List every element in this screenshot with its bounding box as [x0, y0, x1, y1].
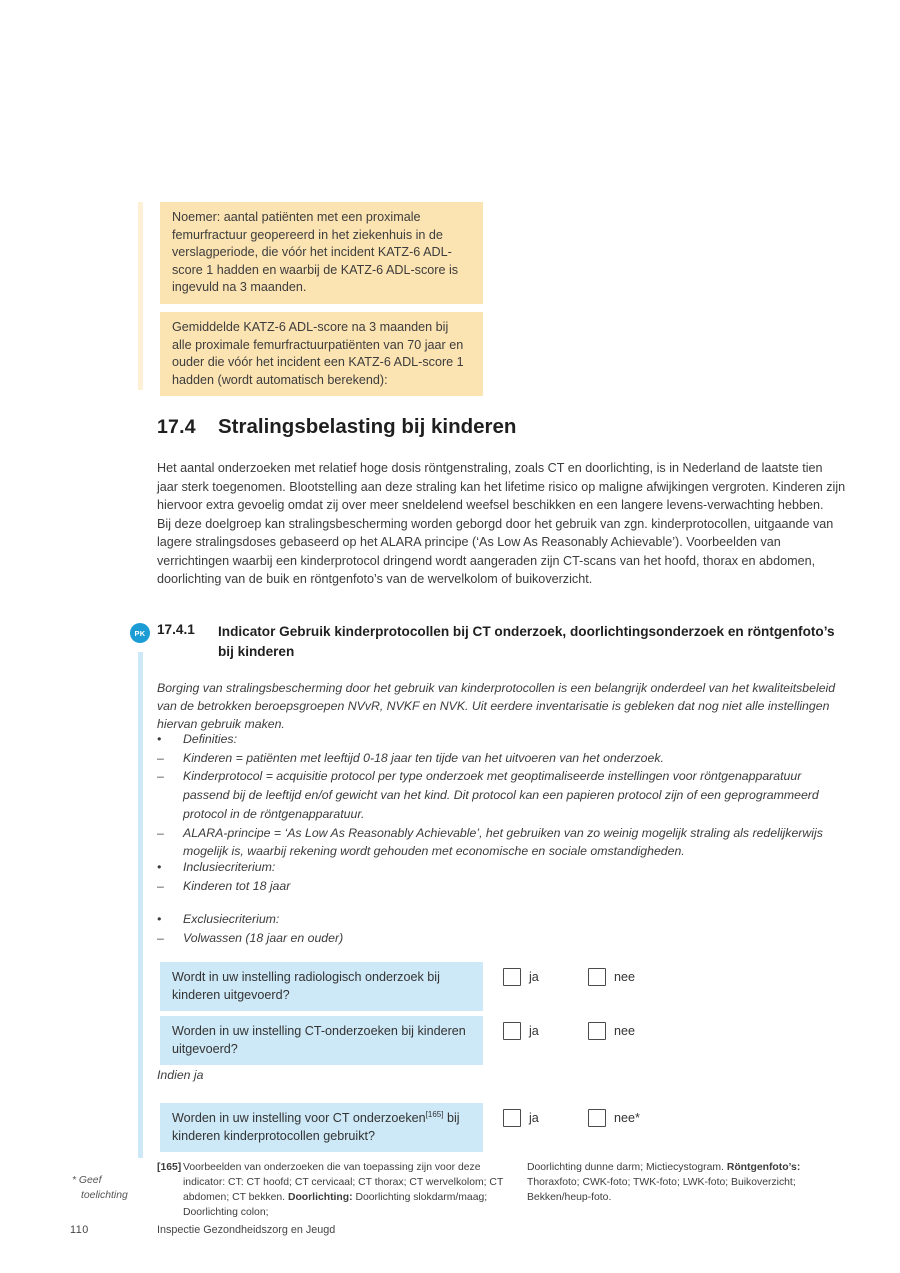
checkbox-nee[interactable]	[588, 1022, 606, 1040]
question-text: bij kinderen kinderprotocollen gebruikt?	[172, 1111, 460, 1143]
list-item	[157, 767, 849, 823]
footnote-text	[183, 1160, 507, 1220]
footnote-text-part: Voorbeelden van onderzoeken die van toepassing zijn voor deze indicator: CT: CT hoofd; CT cervicaal; CT thorax; CT wervelkolom; CT abdomen; CT bekken.	[183, 1162, 504, 1203]
inclusie-list	[157, 858, 849, 895]
footnote-left-column	[157, 1160, 507, 1220]
bullet-marker: •	[157, 860, 162, 874]
list-item	[157, 877, 849, 896]
bullet-marker: •	[157, 912, 162, 926]
dash-marker: –	[157, 769, 164, 784]
option-nee	[588, 968, 635, 986]
subsection-heading	[157, 622, 847, 661]
exclusie-header: Exclusiecriterium:	[183, 912, 280, 926]
checkbox-ja[interactable]	[503, 1109, 521, 1127]
definitie-kinderen: Kinderen = patiënten met leeftijd 0-18 jaar ten tijde van het uitvoeren van het onderzoek.	[183, 750, 664, 765]
paragraph-radiation-increase: Het aantal onderzoeken met relatief hoge dosis röntgenstraling, zoals CT en doorlichting, is in Nederland de laatste tien jaar sterk toegenomen. Blootstelling aan deze straling kan het lifetime risico op maligne afwijkingen vergroten. Kinderen zijn hiervoor extra gevoelig omdat zij over meer sneldelend weefsel beschikken en een langere levens-verwachting hebben.	[157, 461, 846, 512]
callout-accent-bar	[138, 202, 143, 390]
question-box-ct-onderzoeken	[160, 1016, 483, 1065]
option-ja	[503, 1109, 539, 1127]
list-item	[157, 730, 849, 749]
page-number: 110	[70, 1224, 89, 1236]
option-label-nee: nee*	[614, 1111, 640, 1125]
margin-note-line: toelichting	[81, 1190, 128, 1201]
margin-note-line: * Geef	[72, 1175, 102, 1186]
bullet-marker: •	[157, 732, 162, 746]
question-text: Worden in uw instelling CT-onderzoeken bij kinderen uitgevoerd?	[172, 1024, 466, 1056]
section-number: 17.4	[157, 416, 196, 438]
footnote-right-column	[527, 1160, 845, 1205]
checkbox-nee[interactable]	[588, 968, 606, 986]
paragraph-kinderprotocollen: Bij deze doelgroep kan stralingsbescherming worden geborgd door het gebruik van zgn. kinderprotocollen, uitgaande van lagere stralingsdoses gebaseerd op het ALARA principe (‘As Low As Reasonably Achievable’). Voorbeelden van verrichtingen waarbij een kinderprotocol dringend wordt aangeraden zijn CT-scans van het hoofd, thorax en abdomen, doorlichting van de buik en röntgenfoto’s van de wervelkolom of buikoverzicht.	[157, 516, 834, 586]
question-box-radiologisch	[160, 962, 483, 1011]
question-text: Wordt in uw instelling radiologisch onderzoek bij kinderen uitgevoerd?	[172, 970, 440, 1002]
footnote-marker: [165]	[157, 1162, 182, 1173]
subsection-accent-bar	[138, 652, 143, 1158]
option-label-nee: nee	[614, 1024, 636, 1038]
exclusie-list	[157, 910, 849, 947]
indicator-intro: Borging van stralingsbescherming door het gebruik van kinderprotocollen is een belangrijk onderdeel van het kwaliteitsbeleid van de betrokken beroepsgroepen NVvR, NVKF en NVK. Uit eerdere inventarisatie is gebleken dat nog niet alle instellingen hiervan gebruik maken.	[157, 681, 836, 731]
checkbox-ja[interactable]	[503, 968, 521, 986]
option-label-nee: nee	[614, 970, 636, 984]
conditional-label: Indien ja	[157, 1068, 204, 1082]
list-item	[157, 910, 849, 929]
footnote-text-part: Doorlichting slokdarm/maag; Doorlichting colon;	[183, 1192, 488, 1218]
checkbox-nee[interactable]	[588, 1109, 606, 1127]
footnote-text-part: Thoraxfoto; CWK-foto; TWK-foto; LWK-foto; Buikoverzicht; Bekken/heup-foto.	[527, 1177, 796, 1203]
definitie-kinderprotocol: Kinderprotocol = acquisitie protocol per type onderzoek met geoptimaliseerde instellingen voor röntgenapparatuur passend bij de leeftijd en/of gewicht van het kind. Dit protocol kan een papieren protocol zijn of een geprogrammeerd protocol in de röntgenapparatuur.	[183, 769, 819, 821]
pk-badge-icon: PK	[130, 623, 150, 643]
definities-header: Definities:	[183, 732, 237, 746]
inclusie-item: Kinderen tot 18 jaar	[183, 878, 291, 893]
inclusie-header: Inclusiecriterium:	[183, 860, 276, 874]
footnote-bold-label: Doorlichting:	[287, 1192, 353, 1203]
option-label-ja: ja	[529, 1024, 539, 1038]
definities-list	[157, 730, 849, 861]
question-text: Worden in uw instelling voor CT onderzoeken	[172, 1111, 426, 1125]
option-ja	[503, 1022, 539, 1040]
dash-marker: –	[157, 878, 164, 893]
dash-marker: –	[157, 825, 164, 840]
footnote-text-part: Doorlichting dunne darm; Mictiecystogram.	[527, 1162, 727, 1173]
footnote-ref: [165]	[425, 1109, 444, 1119]
dash-marker: –	[157, 750, 164, 765]
option-label-ja: ja	[529, 970, 539, 984]
option-nee	[588, 1109, 640, 1127]
section-title: Stralingsbelasting bij kinderen	[218, 415, 517, 438]
intro-paragraphs	[157, 459, 847, 589]
option-label-ja: ja	[529, 1111, 539, 1125]
definitie-alara: ALARA-principe = ‘As Low As Reasonably Achievable’, het gebruiken van zo weinig mogelijk straling als redelijkerwijs mogelijk is, waarbij rekening wordt gehouden met economische en sociale omstandigheden.	[183, 825, 823, 859]
list-item	[157, 858, 849, 877]
callout-noemer: Noemer: aantal patiënten met een proximale femurfractuur geopereerd in het ziekenhuis in de verslagperiode, die vóór het incident KATZ-6 ADL-score 1 hadden en waarbij de KATZ-6 ADL-score is ingevuld na 3 maanden.	[160, 202, 483, 304]
footnote-bold-label: Röntgenfoto’s:	[726, 1162, 801, 1173]
dash-marker: –	[157, 930, 164, 945]
margin-note	[72, 1173, 132, 1203]
list-item	[157, 749, 849, 768]
question-box-kinderprotocollen	[160, 1103, 483, 1152]
option-ja	[503, 968, 539, 986]
exclusie-item: Volwassen (18 jaar en ouder)	[183, 930, 344, 945]
list-item	[157, 929, 849, 948]
callout-gemiddelde-score: Gemiddelde KATZ-6 ADL-score na 3 maanden bij alle proximale femurfractuurpatiënten van 70 jaar en ouder die vóór het incident een KATZ-6 ADL-score 1 hadden (wordt automatisch berekend):	[160, 312, 483, 396]
checkbox-ja[interactable]	[503, 1022, 521, 1040]
option-nee	[588, 1022, 635, 1040]
section-heading	[157, 415, 516, 439]
subsection-title: Indicator Gebruik kinderprotocollen bij CT onderzoek, doorlichtingsonderzoek en röntgenfoto’s bij kinderen	[218, 624, 835, 659]
subsection-number: 17.4.1	[157, 622, 195, 637]
footer-organization: Inspectie Gezondheidszorg en Jeugd	[157, 1224, 336, 1236]
list-item	[157, 824, 849, 861]
